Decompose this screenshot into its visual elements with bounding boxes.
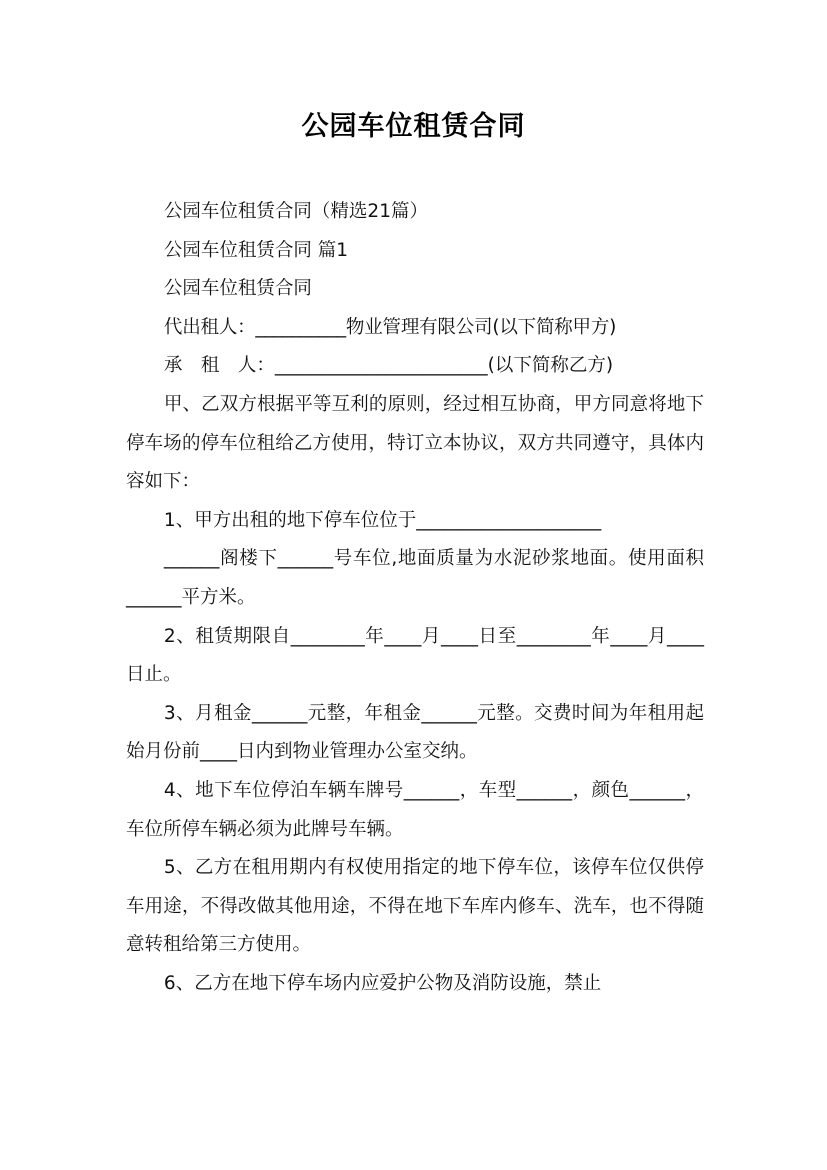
paragraph-clause-4: 4、地下车位停泊车辆车牌号______，车型______，颜色______，车位所停车辆必须为此牌号车辆。 [126,779,704,840]
document-title: 公园车位租赁合同 [301,111,526,142]
paragraph-clause-5: 5、乙方在租用期内有权使用指定的地下停车位，该停车位仅供停车用途，不得改做其他用途，不得在地下车库内修车、洗车，也不得随意转租给第三方使用。 [126,857,704,956]
paragraph-clause-2: 2、租赁期限自________年____月____日至________年____月____日止。 [126,625,704,686]
paragraph-lessee: 承 租 人：_______________________(以下简称乙方) [163,355,614,377]
paragraph-contract-name: 公园车位租赁合同 [163,278,312,300]
paragraph-section-heading: 公园车位租赁合同 篇1 [163,239,349,261]
paragraph-clause-1: 1、甲方出租的地下停车位位于____________________ [163,509,602,531]
paragraph-lessor: 代出租人：__________物业管理有限公司(以下简称甲方) [163,316,617,338]
document-body [126,193,704,1003]
paragraph-subtitle: 公园车位租赁合同（精选21篇） [163,201,428,222]
paragraph-clause-3: 3、月租金______元整，年租金______元整。交费时间为年租用起始月份前____日内到物业管理办公室交纳。 [126,702,704,763]
paragraph-preamble: 甲、乙双方根据平等互利的原则，经过相互协商，甲方同意将地下停车场的停车位租给乙方使用，特订立本协议，双方共同遵守，具体内容如下： [126,393,704,493]
paragraph-clause-1-cont: ______阁楼下______号车位,地面质量为水泥砂浆地面。使用面积______平方米。 [126,548,704,608]
paragraph-clause-6: 6、乙方在地下停车场内应爱护公物及消防设施，禁止 [163,972,602,994]
